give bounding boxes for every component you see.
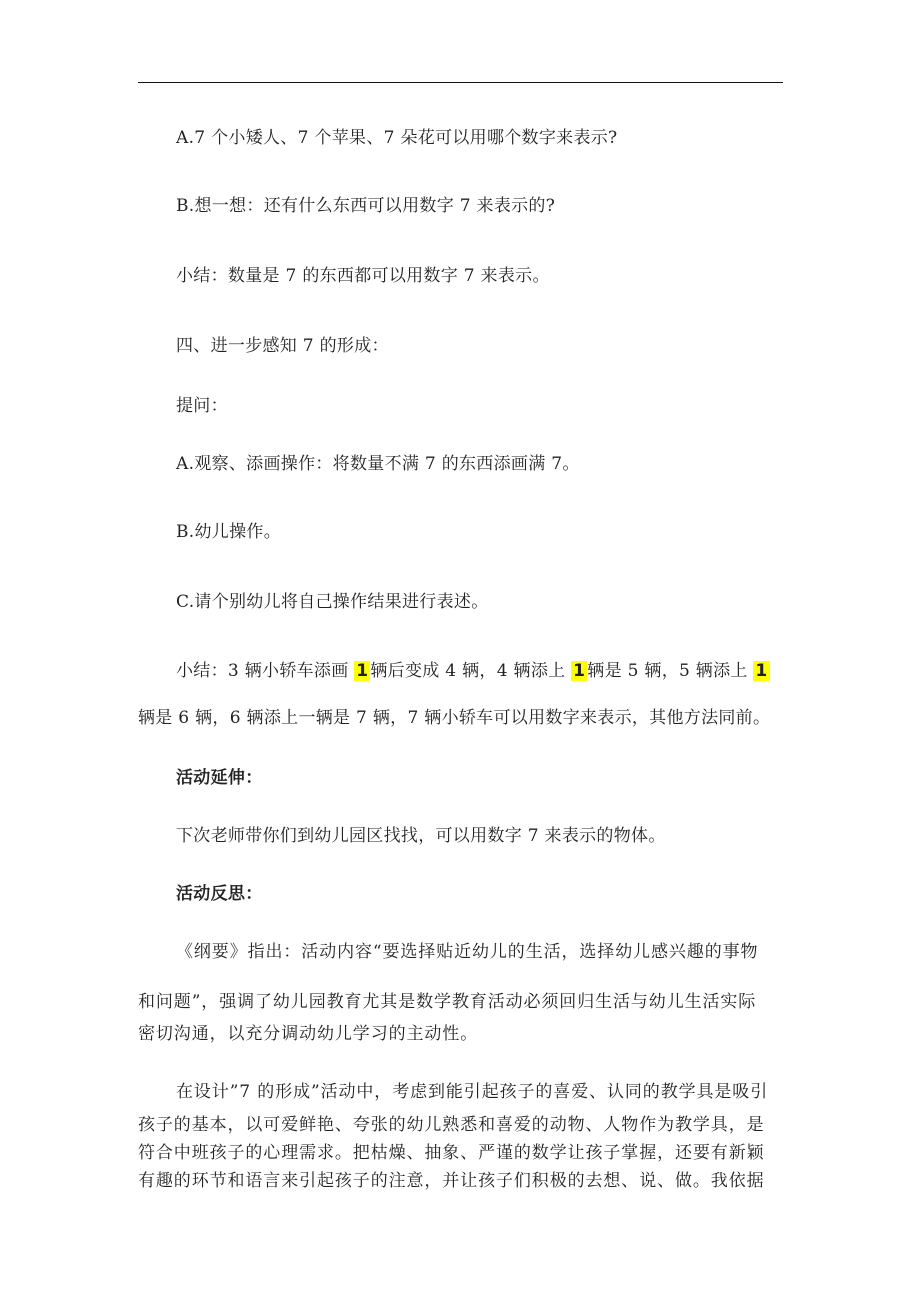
extension-heading: 活动延伸： [176,768,263,788]
summary-2-line-2: 辆是 6 辆，6 辆添上一辆是 7 辆，7 辆小轿车可以用数字来表示，其他方法同前。 [138,708,771,728]
summary-2-part-3: 辆是 5 辆，5 辆添上 [587,661,754,681]
question-a: A.7 个小矮人、7 个苹果、7 朵花可以用哪个数字来表示? [176,128,618,148]
reflection-p2-line-1: 在设计”7 的形成”活动中，考虑到能引起孩子的喜爱、认同的教学具是吸引 [176,1082,769,1102]
reflection-p2-line-4: 有趣的环节和语言来引起孩子的注意，并让孩子们积极的去想、说、做。我依据 [138,1171,765,1191]
reflection-p2-line-3: 符合中班孩子的心理需求。把枯燥、抽象、严谨的数学让孩子掌握，还要有新颖 [138,1143,765,1163]
reflection-heading: 活动反思： [176,884,263,904]
summary-2-part-2: 辆后变成 4 辆，4 辆添上 [370,661,572,681]
highlight-number: 1 [755,661,768,681]
highlight-number: 1 [356,661,369,681]
operation-a: A.观察、添画操作：将数量不满 7 的东西添画满 7。 [176,454,580,474]
reflection-p2-line-2: 孩子的基本，以可爱鲜艳、夸张的幼儿熟悉和喜爱的动物、人物作为教学具，是 [138,1115,765,1135]
reflection-p1-line-1: 《纲要》指出：活动内容“要选择贴近幼儿的生活，选择幼儿感兴趣的事物 [176,942,759,962]
header-rule [138,82,783,83]
question-b: B.想一想：还有什么东西可以用数字 7 来表示的? [176,196,556,216]
highlight-number: 1 [573,661,586,681]
summary-1: 小结：数量是 7 的东西都可以用数字 7 来表示。 [176,266,550,286]
section-4-heading: 四、进一步感知 7 的形成： [176,336,389,356]
operation-c: C.请个别幼儿将自己操作结果进行表述。 [176,592,489,612]
extension-text: 下次老师带你们到幼儿园区找找，可以用数字 7 来表示的物体。 [176,826,666,846]
operation-b: B.幼儿操作。 [176,522,281,542]
summary-2-line-1 [176,661,770,681]
reflection-p1-line-3: 密切沟通，以充分调动幼儿学习的主动性。 [138,1024,479,1044]
reflection-p1-line-2: 和问题”，强调了幼儿园教育尤其是数学教育活动必须回归生活与幼儿生活实际 [138,992,757,1012]
ask-label: 提问： [176,396,228,416]
summary-2-part-1: 小结：3 辆小轿车添画 [176,661,355,681]
